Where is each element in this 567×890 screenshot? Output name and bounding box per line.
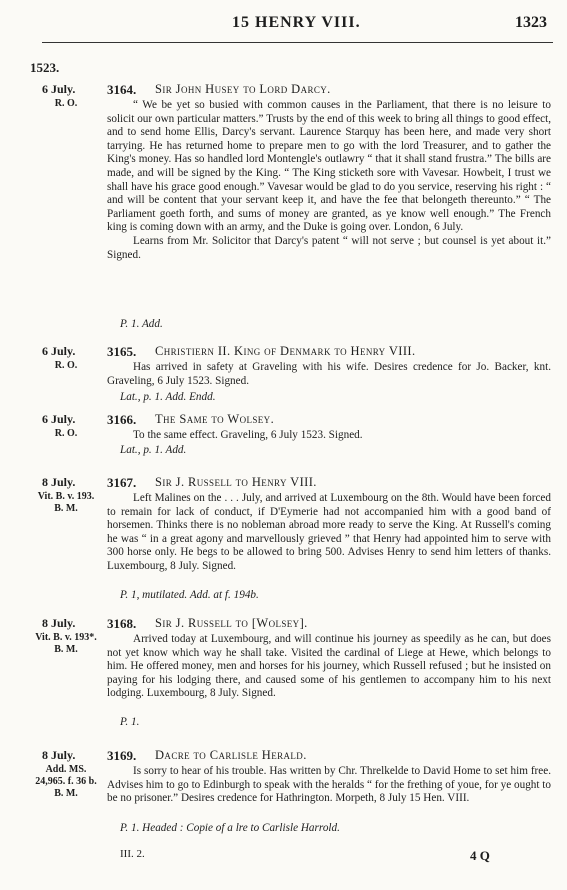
entry-body — [107, 429, 551, 443]
entry-source: Vit. B. v. 193*. B. M. — [35, 632, 97, 655]
entry-footnote: P. 1. Add. — [120, 318, 163, 330]
entry-heading: Sir J. Russell to [Wolsey]. — [155, 616, 308, 630]
entry-date: 6 July. — [42, 412, 76, 426]
entry-date: 8 July. — [42, 748, 76, 762]
entry-number: 3166. — [107, 412, 137, 427]
header-rule — [42, 42, 553, 43]
entry-date: 6 July. — [42, 82, 76, 96]
entry-footnote: P. 1. — [120, 716, 140, 728]
entry-source: R. O. — [54, 360, 78, 371]
entry-heading: Christiern II. King of Denmark to Henry VIII. — [155, 344, 416, 358]
entry-number: 3165. — [107, 344, 137, 359]
entry-date: 6 July. — [42, 344, 76, 358]
entry-date: 8 July. — [42, 475, 76, 489]
entry-source: Vit. B. v. 193. B. M. — [37, 491, 95, 514]
entry-date: 8 July. — [42, 616, 76, 630]
entry-body — [107, 765, 551, 806]
entry-heading: Sir J. Russell to Henry VIII. — [155, 475, 317, 489]
year-marker: 1523. — [30, 60, 60, 75]
entry-source: R. O. — [54, 98, 78, 109]
entry-body — [107, 99, 551, 262]
entry-number: 3164. — [107, 82, 137, 97]
page-number: 1323 — [515, 14, 547, 31]
entry-heading: Sir John Husey to Lord Darcy. — [155, 82, 331, 96]
entry-footnote: Lat., p. 1. Add. — [120, 444, 187, 456]
entry-footnote: Lat., p. 1. Add. Endd. — [120, 391, 216, 403]
entry-heading: The Same to Wolsey. — [155, 412, 275, 426]
entry-body — [107, 633, 551, 701]
entry-footnote: P. 1. Headed : Copie of a lre to Carlisle Harrold. — [120, 822, 340, 834]
entry-body — [107, 492, 551, 574]
entry-paragraph: To the same effect. Graveling, 6 July 1523. Signed. — [133, 429, 363, 441]
entry-footnote: P. 1, mutilated. Add. at f. 194b. — [120, 589, 259, 601]
entry-number: 3169. — [107, 748, 137, 763]
entry-paragraph: Arrived today at Luxembourg, and will continue his journey as speedily as he can, but does not yet know which way he shall take. Visited the cardinal of Liege at Hewe, which belongs to him. He offered money, men and horses for his journey, which Russell refused ; but he insisted on paying for his lodging there, and caused some of his gentlemen to accompany him to his next lodging. Luxembourg, 8 July. Signed. — [107, 633, 551, 700]
signature-mark: III. 2. — [120, 848, 145, 860]
entry-paragraph: “ We be yet so busied with common causes in the Parliament, that there is no leisure to solicit our own particular matters.” Trusts by the end of this week to bring all things to good effect, and to send home Ellis, Darcy's servant. Laurence Starquy has been here, and made very short tarrying. He has returned home to prepare men to go with the lord Treasurer, and to gather the King's money. Has so handled lord Montengle's outlawry “ that it shall stand frustra.” The bills are made, and will be signed by the King. “ The King sticketh sore with Vavesar. Howbeit, I trust we shall have his grace good enough.” Vavesar would be glad to do you service, reserving his right : “ and will be content that your servant keep it, and have the fee that belongeth thereunto.” “ The Parliament goeth forth, and sums of money are granted, as ye know well enough.” The French king is coming down with an army, and the Duke is going over. London, 6 July. — [107, 99, 551, 234]
running-header — [0, 14, 567, 38]
sheet-mark: 4 Q — [470, 848, 490, 863]
entry-paragraph: Is sorry to hear of his trouble. Has written by Chr. Threlkelde to David Home to set him free. Advises him to go to Edinburgh to speak with the heralds “ for the frething of youe, for ye ought to be no prisoner.” Desires credence for Hathrington. Morpeth, 8 July 15 Hen. VIII. — [107, 765, 551, 805]
entry-body — [107, 361, 551, 388]
entry-number: 3168. — [107, 616, 137, 631]
running-title: 15 HENRY VIII. — [232, 14, 361, 31]
entry-number: 3167. — [107, 475, 137, 490]
entry-source: Add. MS. 24,965. f. 36 b. B. M. — [35, 764, 97, 799]
entry-paragraph: Left Malines on the . . . July, and arrived at Luxembourg on the 8th. Would have been forced to remain for lack of conduct, if D'Eymerie had not accompanied him with a good band of horsemen. Thinks there is no nobleman abroad more ready to serve the King. At Russell's coming he was “ in a great agony and marvellously grieved ” that Henry had appointed him to serve with 300 horse only. He begs to be allowed to bring 500. Advises Henry to send him letters of thanks. Luxembourg, 8 July. Signed. — [107, 492, 551, 572]
entry-heading: Dacre to Carlisle Herald. — [155, 748, 307, 762]
entry-paragraph: Learns from Mr. Solicitor that Darcy's patent “ will not serve ; but counsel is yet about it.” Signed. — [107, 234, 551, 261]
entry-source: R. O. — [54, 428, 78, 439]
entry-paragraph: Has arrived in safety at Graveling with his wife. Desires credence for Jo. Backer, knt. Graveling, 6 July 1523. Signed. — [107, 361, 551, 387]
